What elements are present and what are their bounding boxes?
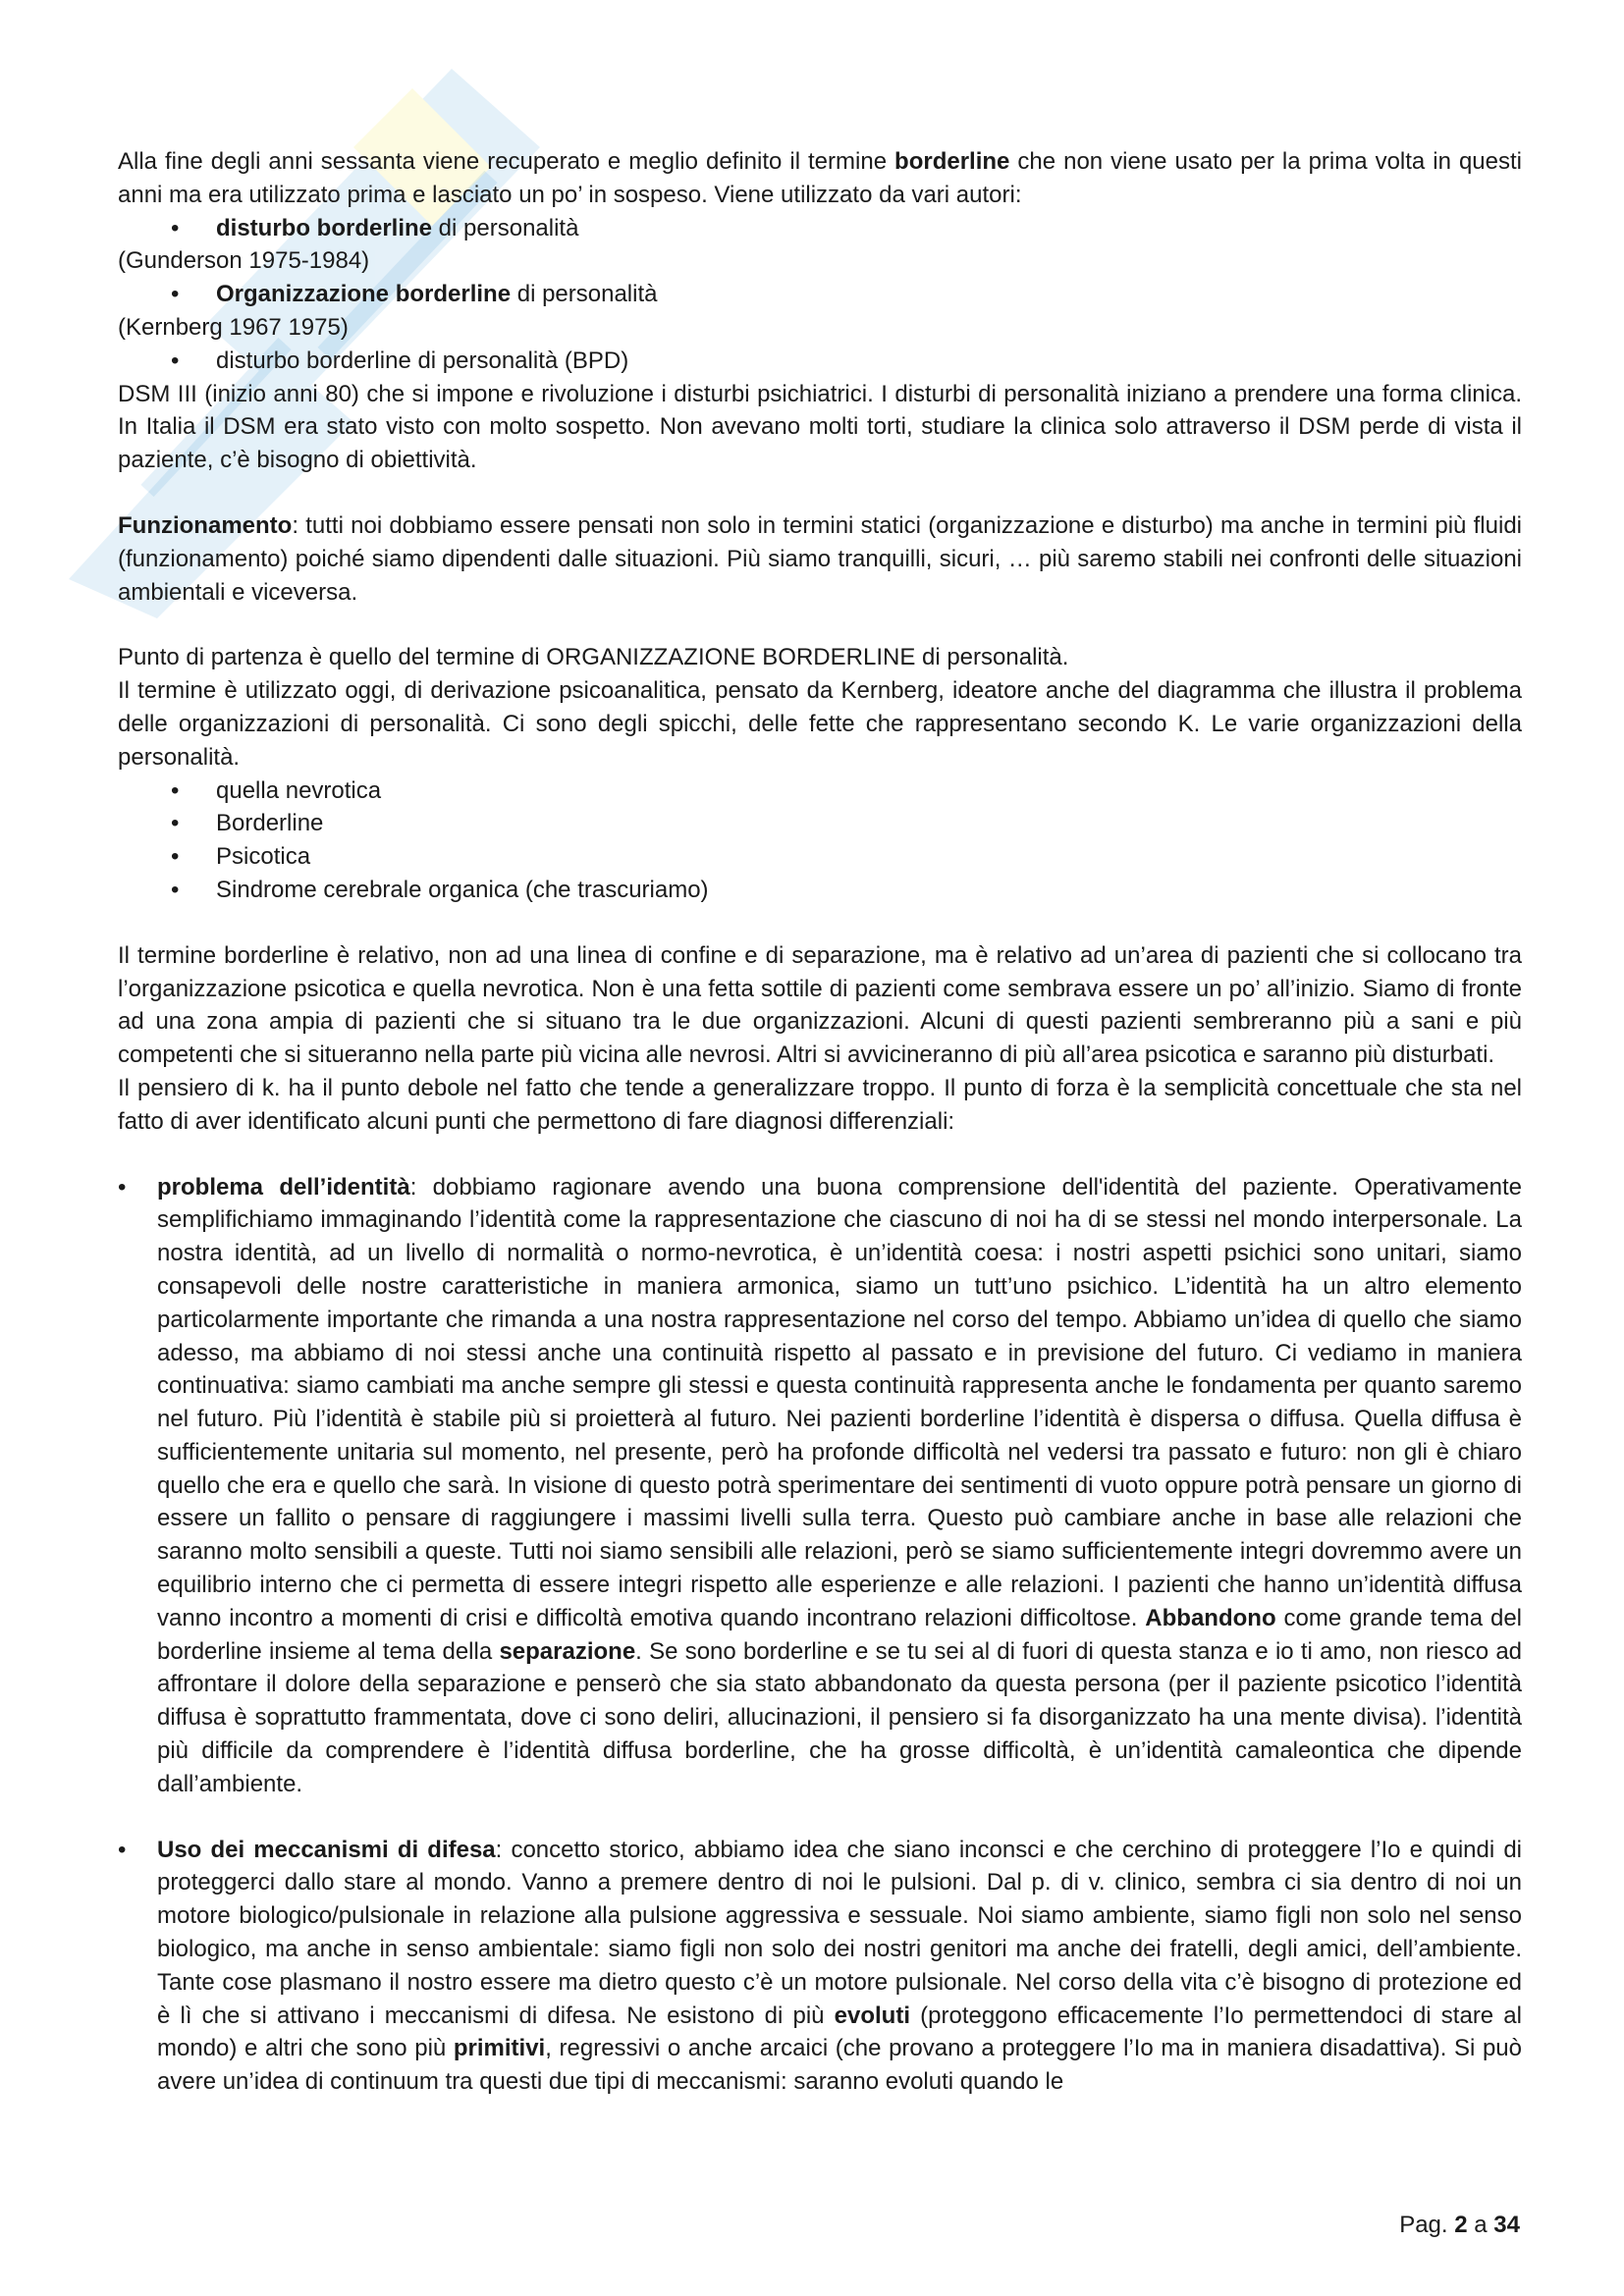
page-total: 34 (1493, 2212, 1520, 2238)
defense-point: • Uso dei meccanismi di difesa: concetto storico, abbiamo idea che siano inconsci e che cerchino di proteggere l’Io e quindi di proteggerci dallo stare al mondo. Vanno a premere dentro di noi le pulsioni. Dal p. di v. clinico, sembra ci sia dentro di noi un motore biologico/pulsionale in relazione alla pulsione aggressiva e sessuale. Noi siamo ambiente, siamo figli non solo nel senso biologico, ma anche in senso ambientale: siamo figli non solo dei nostri genitori ma anche dei fratelli, degli amici, dell’ambiente. Tante cose plasmano il nostro essere ma dietro questo c’è un motore pulsionale. Nel corso della vita c’è bisogno di protezione ed è lì che si attivano i meccanismi di difesa. Ne esistono di più evoluti (proteggono efficacemente l’Io permettendoci di stare al mondo) e altri che sono più primitivi, regressivi o anche arcaici (che provano a proteggere l’Io ma in maniera disadattiva). Si può avere un’idea di continuum tra questi due tipi di meccanismi: saranno evoluti quando le (118, 1834, 1522, 2099)
bullet-icon: • (171, 776, 180, 804)
pensiero-paragraph: Il pensiero di k. ha il punto debole nel fatto che tende a generalizzare troppo. Il punto di forza è la semplicità concettuale che sta nel fatto di aver identificato alcuni punti che permettono di fare diagnosi differenziali: (118, 1074, 1522, 1135)
organizations-list (118, 774, 1522, 907)
termine-paragraph: Il termine è utilizzato oggi, di derivazione psicoanalitica, pensato da Kernberg, ideatore anche del diagramma che illustra il problema delle organizzazioni di personalità. Ci sono degli spicchi, delle fette che rappresentano secondo K. Le varie organizzazioni della personalità. (118, 677, 1522, 771)
authors-list (118, 278, 1522, 311)
identity-point: • problema dell’identità: dobbiamo ragionare avendo una buona comprensione dell'identità del paziente. Operativamente semplifichiamo immaginando l’identità come la rappresentazione che ciascuno di noi ha di se stessi nel mondo interpersonale. La nostra identità, ad un livello di normalità o normo-nevrotica, è un’identità coesa: i nostri aspetti psichici sono unitari, siamo consapevoli delle nostre caratteristiche in maniera armonica, siamo un tutt’uno psichico. L’identità ha un altro elemento particolarmente importante che rimanda a una nostra rappresentazione nel corso del tempo. Abbiamo un’idea di quello che siamo adesso, ma abbiamo di noi stessi anche una continuità rispetto al passato e in previsione del futuro. Ci vediamo in maniera continuativa: siamo cambiati ma anche sempre gli stessi e questa continuità rappresenta anche le fondamenta per quanto saremo nel futuro. Più l’identità è stabile più si proietterà al futuro. Nei pazienti borderline l’identità è dispersa o diffusa. Quella diffusa è sufficientemente unitaria sul momento, nel presente, però ha profonde difficoltà nel vedersi tra passato e futuro: non gli è chiaro quello che era e quello che sarà. In visione di questo potrà sperimentare dei sentimenti di vuoto oppure potrà pensare un giorno di essere un fallito o pensare di raggiungere i massimi livelli sulla terra. Questo può cambiare anche in base alle relazioni che saranno molto sensibili a queste. Tutti noi siamo sensibili alle relazioni, però se siamo sufficientemente integri dovremmo avere un equilibrio interno che ci permetta di essere integri rispetto alle esperienze e alle relazioni. I pazienti che hanno un’identità diffusa vanno incontro a momenti di crisi e difficoltà emotiva quando incontrano relazioni difficoltose. Abbandono come grande tema del borderline insieme al tema della separazione. Se sono borderline e se tu sei al di fuori di questa stanza e io ti amo, non riesco ad affrontare il dolore della separazione e penserò che sia stato abbandonato da questa persona (per il paziente psicotico l’identità diffusa è soprattutto frammentata, dove ci sono deliri, allucinazioni, il pensiero si fa disorganizzato ha una mente divisa). l’identità più difficile da comprendere è l’identità diffusa borderline, che ha grosse difficoltà, è un’identità camaleontica che dipende dall’ambiente. (118, 1171, 1522, 1801)
citation: (Kernberg 1967 1975) (118, 313, 349, 341)
page-number: 2 (1454, 2212, 1468, 2238)
list-item: • disturbo borderline di personalità (BPD) (118, 345, 1522, 378)
list-item: • quella nevrotica (118, 774, 1522, 808)
page-footer: Pag. 2 a 34 (1399, 2212, 1520, 2238)
bullet-icon: • (171, 843, 180, 871)
bullet-icon: • (118, 1836, 127, 1863)
dsm-paragraph: DSM III (inizio anni 80) che si impone e rivoluzione i disturbi psichiatrici. I disturbi di personalità iniziano a prendere una forma clinica. In Italia il DSM era stato visto con molto sospetto. Non avevano molti torti, studiare la clinica solo attraverso il DSM perde di vista il paziente, c’è bisogno di obiettività. (118, 380, 1522, 474)
authors-list (118, 212, 1522, 245)
relativo-paragraph: Il termine borderline è relativo, non ad una linea di confine e di separazione, ma è relativo ad un’area di pazienti che si collocano tra l’organizzazione psicotica e quella nevrotica. Non è una fetta sottile di pazienti come sembrava essere un po’ all’inizio. Siamo di fronte ad una zona ampia di pazienti che si situano tra le due organizzazioni. Alcuni di questi pazienti sembreranno più a sani e più competenti che si situeranno nella parte più vicina alle nevrosi. Altri si avvicineranno di più all’area psicotica e saranno più disturbati. (118, 941, 1522, 1069)
bullet-icon: • (171, 810, 180, 837)
citation: (Gunderson 1975-1984) (118, 247, 370, 275)
document-body (118, 145, 1522, 2099)
funzionamento-paragraph: Funzionamento: tutti noi dobbiamo essere pensati non solo in termini statici (organizzazione e disturbo) ma anche in termini più fluidi (funzionamento) poiché siamo dipendenti dalle situazioni. Più siamo tranquilli, sicuri, … più saremo stabili nei confronti delle situazioni ambientali e viceversa. (118, 511, 1522, 606)
punto-paragraph: Punto di partenza è quello del termine di ORGANIZZAZIONE BORDERLINE di personalità. (118, 644, 1069, 671)
list-item: • Psicotica (118, 840, 1522, 874)
authors-list (118, 345, 1522, 378)
bullet-icon: • (171, 347, 180, 374)
intro-paragraph: Alla fine degli anni sessanta viene recuperato e meglio definito il termine borderline che non viene usato per la prima volta in questi anni ma era utilizzato prima e lasciato un po’ in sospeso. Viene utilizzato da vari autori: (118, 148, 1522, 208)
bullet-icon: • (118, 1173, 127, 1201)
diagnosis-points-list (118, 1834, 1522, 2099)
list-item: • Sindrome cerebrale organica (che trascuriamo) (118, 874, 1522, 907)
list-item: • Organizzazione borderline di personalità (118, 278, 1522, 311)
diagnosis-points-list (118, 1171, 1522, 1801)
bullet-icon: • (171, 876, 180, 903)
bullet-icon: • (171, 281, 180, 308)
bullet-icon: • (171, 214, 180, 241)
list-item: • disturbo borderline di personalità (118, 212, 1522, 245)
list-item: • Borderline (118, 807, 1522, 840)
